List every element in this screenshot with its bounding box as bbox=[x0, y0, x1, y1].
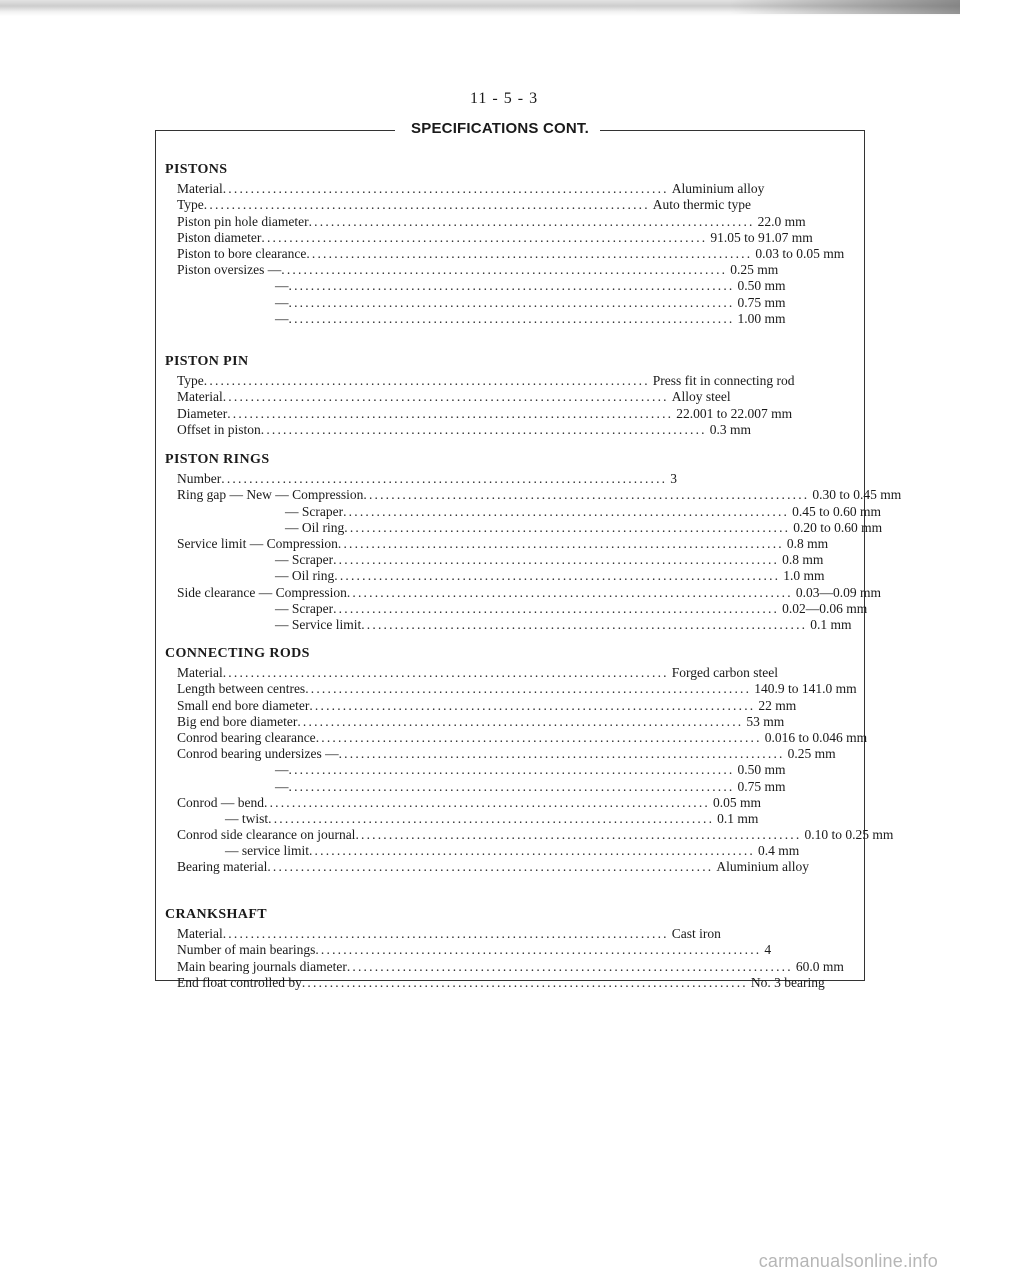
frame-rule-left bbox=[155, 130, 395, 131]
dot-leader: ................................................................................ bbox=[346, 958, 793, 974]
spec-row bbox=[165, 810, 759, 827]
spec-label: Conrod bearing undersizes — bbox=[177, 746, 339, 762]
spec-row bbox=[165, 262, 779, 278]
spec-label: Diameter bbox=[177, 405, 228, 421]
spec-label: Number bbox=[177, 471, 222, 487]
watermark-text: carmanualsonline.info bbox=[758, 1251, 938, 1271]
spec-value: 60.0 mm bbox=[795, 958, 844, 974]
page-number: 11 - 5 - 3 bbox=[470, 90, 539, 107]
dot-leader: ................................................................................ bbox=[297, 713, 744, 729]
spec-value: 22 mm bbox=[758, 697, 797, 713]
spec-label: — Service limit bbox=[275, 616, 362, 632]
scan-edge-shadow bbox=[730, 0, 960, 14]
spec-value: 1.0 mm bbox=[783, 568, 825, 584]
spec-label: — Scraper bbox=[275, 600, 334, 616]
spec-label: Conrod — bend bbox=[177, 794, 264, 810]
spec-value: 0.30 to 0.45 mm bbox=[812, 487, 902, 503]
spec-row bbox=[165, 859, 809, 875]
dot-leader: ................................................................................ bbox=[337, 535, 784, 551]
spec-label: — bbox=[275, 278, 289, 294]
spec-value: 0.016 to 0.046 mm bbox=[764, 729, 868, 745]
spec-label: — twist bbox=[225, 810, 269, 826]
spec-label: Number of main bearings bbox=[177, 942, 316, 958]
dot-leader: ................................................................................ bbox=[267, 859, 714, 875]
spec-section bbox=[165, 452, 902, 633]
spec-label: — bbox=[275, 762, 289, 778]
spec-row bbox=[165, 373, 795, 389]
dot-leader: ................................................................................ bbox=[288, 278, 735, 294]
spec-label: — bbox=[275, 294, 289, 310]
dot-leader: ................................................................................ bbox=[333, 552, 780, 568]
dot-leader: ................................................................................ bbox=[315, 729, 762, 745]
scan-edge-band bbox=[0, 0, 960, 16]
dot-leader: ................................................................................ bbox=[308, 843, 755, 859]
spec-value: 0.75 mm bbox=[737, 294, 786, 310]
spec-label: — Scraper bbox=[275, 552, 334, 568]
dot-leader: ................................................................................ bbox=[344, 519, 791, 535]
spec-row bbox=[165, 926, 721, 942]
spec-section bbox=[165, 646, 894, 876]
dot-leader: ................................................................................ bbox=[222, 181, 669, 197]
dot-leader: ................................................................................ bbox=[268, 810, 715, 826]
spec-label: Type bbox=[177, 197, 204, 213]
spec-row bbox=[165, 713, 785, 730]
dot-leader: ................................................................................ bbox=[334, 568, 781, 584]
spec-value: 0.05 mm bbox=[713, 794, 762, 810]
spec-value: 140.9 to 141.0 mm bbox=[754, 681, 857, 697]
spec-label: — bbox=[275, 310, 289, 326]
spec-row bbox=[165, 827, 894, 843]
dot-leader: ................................................................................ bbox=[222, 665, 669, 681]
spec-row bbox=[165, 843, 800, 859]
spec-section bbox=[165, 907, 844, 991]
spec-value: Forged carbon steel bbox=[671, 665, 778, 681]
spec-row bbox=[165, 487, 902, 503]
spec-value: 91.05 to 91.07 mm bbox=[710, 229, 813, 245]
spec-row bbox=[165, 405, 793, 422]
spec-label: — Oil ring bbox=[275, 568, 335, 584]
dot-leader: ................................................................................ bbox=[203, 373, 650, 389]
spec-label: Length between centres bbox=[177, 681, 306, 697]
spec-row bbox=[165, 245, 845, 262]
spec-value: 0.1 mm bbox=[810, 616, 852, 632]
dot-leader: ................................................................................ bbox=[309, 697, 756, 713]
dot-leader: ................................................................................ bbox=[301, 974, 748, 990]
dot-leader: ................................................................................ bbox=[281, 262, 728, 278]
spec-value: 0.25 mm bbox=[787, 746, 836, 762]
spec-label: Piston to bore clearance bbox=[177, 245, 307, 261]
spec-label: Piston pin hole diameter bbox=[177, 213, 309, 229]
spec-label: End float controlled by bbox=[177, 974, 302, 990]
spec-label: Service limit — Compression bbox=[177, 535, 338, 551]
spec-row bbox=[165, 746, 836, 762]
dot-leader: ................................................................................ bbox=[288, 778, 735, 794]
spec-section bbox=[165, 354, 795, 438]
spec-value: 0.03—0.09 mm bbox=[795, 584, 881, 600]
spec-row bbox=[165, 616, 852, 633]
spec-value: 53 mm bbox=[746, 713, 785, 729]
dot-leader: ................................................................................ bbox=[315, 942, 762, 958]
spec-row bbox=[165, 665, 778, 681]
spec-label: — bbox=[275, 778, 289, 794]
page-title: SPECIFICATIONS CONT. bbox=[411, 120, 589, 137]
dot-leader: ................................................................................ bbox=[203, 197, 650, 213]
spec-label: Big end bore diameter bbox=[177, 713, 298, 729]
spec-value: 0.75 mm bbox=[737, 778, 786, 794]
dot-leader: ................................................................................ bbox=[221, 471, 668, 487]
spec-label: Material bbox=[177, 181, 223, 197]
spec-value: Aluminium alloy bbox=[671, 181, 765, 197]
spec-value: Cast iron bbox=[671, 926, 721, 942]
dot-leader: ................................................................................ bbox=[308, 213, 755, 229]
spec-value: Aluminium alloy bbox=[716, 859, 809, 875]
spec-value: 0.1 mm bbox=[717, 810, 759, 826]
spec-value: 0.3 mm bbox=[709, 421, 752, 437]
dot-leader: ................................................................................ bbox=[355, 827, 802, 843]
spec-label: Side clearance — Compression bbox=[177, 584, 347, 600]
spec-row bbox=[165, 389, 731, 405]
spec-value: Auto thermic type bbox=[652, 197, 752, 213]
spec-value: 0.20 to 0.60 mm bbox=[793, 519, 883, 535]
dot-leader: ................................................................................ bbox=[343, 503, 790, 519]
spec-row bbox=[165, 503, 881, 520]
spec-row bbox=[165, 600, 868, 617]
dot-leader: ................................................................................ bbox=[222, 389, 669, 405]
spec-value: 0.03 to 0.05 mm bbox=[755, 245, 845, 261]
spec-row bbox=[165, 421, 752, 438]
spec-row bbox=[165, 762, 786, 778]
spec-label: — Oil ring bbox=[285, 519, 345, 535]
spec-label: Material bbox=[177, 389, 223, 405]
spec-row bbox=[165, 294, 786, 311]
dot-leader: ................................................................................ bbox=[222, 926, 669, 942]
spec-row bbox=[165, 535, 829, 552]
spec-value: 0.8 mm bbox=[786, 535, 829, 551]
spec-row bbox=[165, 519, 883, 536]
spec-value: 0.4 mm bbox=[757, 843, 800, 859]
spec-label: Ring gap — New — Compression bbox=[177, 487, 364, 503]
spec-label: Bearing material bbox=[177, 859, 268, 875]
spec-row bbox=[165, 942, 772, 958]
spec-value: 4 bbox=[764, 942, 772, 958]
dot-leader: ................................................................................ bbox=[227, 405, 674, 421]
spec-label: Conrod bearing clearance bbox=[177, 729, 316, 745]
spec-label: Piston diameter bbox=[177, 229, 262, 245]
spec-row bbox=[165, 213, 806, 230]
spec-value: 0.50 mm bbox=[737, 762, 786, 778]
spec-value: Press fit in connecting rod bbox=[652, 373, 795, 389]
spec-label: — Scraper bbox=[285, 503, 344, 519]
spec-value: 0.10 to 0.25 mm bbox=[804, 827, 894, 843]
spec-label: — service limit bbox=[225, 843, 309, 859]
spec-section bbox=[165, 162, 845, 327]
section-heading: PISTON RINGS bbox=[165, 452, 270, 467]
spec-row bbox=[165, 278, 786, 294]
dot-leader: ................................................................................ bbox=[361, 616, 808, 632]
spec-value: Alloy steel bbox=[671, 389, 731, 405]
spec-label: Piston oversizes — bbox=[177, 262, 282, 278]
spec-value: 0.45 to 0.60 mm bbox=[792, 503, 881, 519]
spec-row bbox=[165, 552, 824, 568]
dot-leader: ................................................................................ bbox=[264, 794, 710, 810]
dot-leader: ................................................................................ bbox=[288, 294, 735, 310]
spec-row bbox=[165, 778, 786, 795]
spec-value: 22.001 to 22.007 mm bbox=[676, 405, 793, 421]
dot-leader: ................................................................................ bbox=[346, 584, 793, 600]
spec-row bbox=[165, 568, 825, 584]
spec-value: 3 bbox=[670, 471, 677, 487]
spec-row bbox=[165, 681, 857, 697]
dot-leader: ................................................................................ bbox=[306, 245, 753, 261]
spec-label: Material bbox=[177, 665, 223, 681]
spec-row bbox=[165, 794, 762, 811]
spec-value: No. 3 bearing bbox=[750, 974, 825, 990]
spec-value: 0.02—0.06 mm bbox=[782, 600, 868, 616]
spec-row bbox=[165, 974, 825, 991]
section-heading: PISTON PIN bbox=[165, 354, 249, 369]
dot-leader: ................................................................................ bbox=[363, 487, 810, 503]
dot-leader: ................................................................................ bbox=[338, 746, 785, 762]
spec-value: 1.00 mm bbox=[737, 310, 786, 326]
dot-leader: ................................................................................ bbox=[288, 310, 735, 326]
section-heading: CONNECTING RODS bbox=[165, 646, 310, 661]
dot-leader: ................................................................................ bbox=[261, 229, 708, 245]
spec-row bbox=[165, 729, 868, 746]
dot-leader: ................................................................................ bbox=[288, 762, 735, 778]
spec-row bbox=[165, 197, 752, 213]
dot-leader: ................................................................................ bbox=[305, 681, 752, 697]
spec-row bbox=[165, 471, 685, 487]
spec-row bbox=[165, 229, 813, 246]
spec-row bbox=[165, 958, 844, 975]
spec-value: 0.25 mm bbox=[730, 262, 779, 278]
spec-value: 0.8 mm bbox=[782, 552, 824, 568]
spec-label: Small end bore diameter bbox=[177, 697, 310, 713]
section-heading: CRANKSHAFT bbox=[165, 907, 268, 922]
frame-rule-right bbox=[600, 130, 865, 131]
spec-row bbox=[165, 697, 797, 714]
spec-label: Conrod side clearance on journal bbox=[177, 827, 356, 843]
spec-row bbox=[165, 181, 765, 197]
dot-leader: ................................................................................ bbox=[260, 421, 707, 437]
section-heading: PISTONS bbox=[165, 162, 228, 177]
spec-label: Material bbox=[177, 926, 223, 942]
spec-label: Type bbox=[177, 373, 204, 389]
spec-value: 0.50 mm bbox=[737, 278, 786, 294]
spec-label: Main bearing journals diameter bbox=[177, 958, 347, 974]
spec-label: Offset in piston bbox=[177, 421, 261, 437]
spec-value: 22.0 mm bbox=[757, 213, 806, 229]
spec-row bbox=[165, 310, 786, 327]
spec-row bbox=[165, 584, 881, 601]
dot-leader: ................................................................................ bbox=[333, 600, 780, 616]
